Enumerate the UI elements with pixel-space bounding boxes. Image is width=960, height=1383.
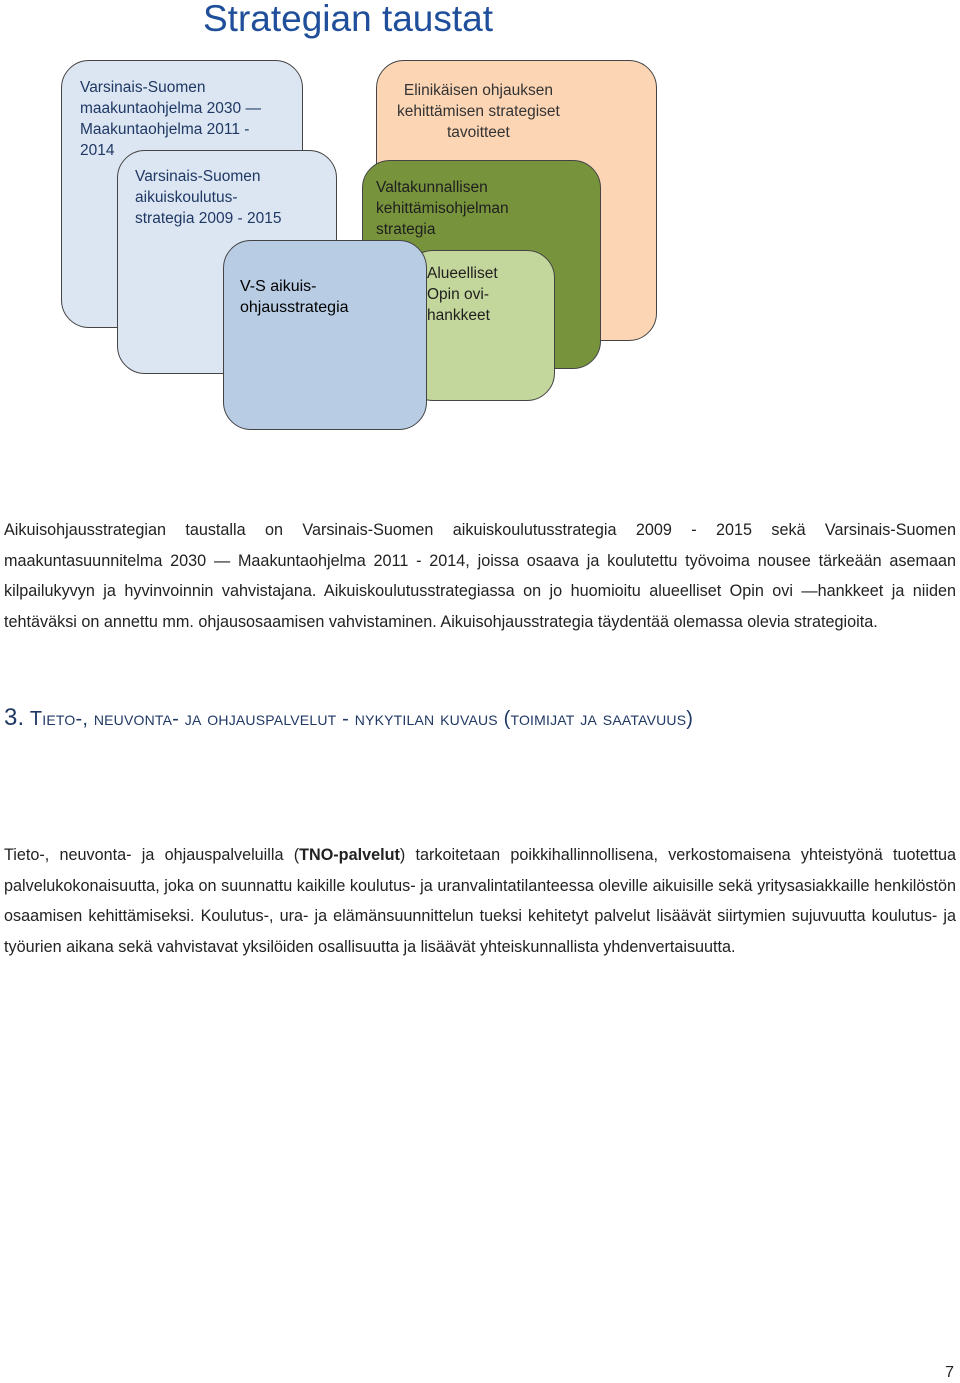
box-aikuisohjausstrategia	[223, 240, 427, 430]
section-number: 3.	[4, 704, 25, 731]
paragraph-tno-bold: TNO-palvelut	[299, 846, 400, 864]
label-aikuiskoulutusstrategia: Varsinais-Suomen aikuiskoulutus- strategia 2009 - 2015	[135, 168, 282, 227]
paragraph-tno-end: ) tarkoitetaan poikkihallinnollisena, verkostomaisena yhteistyönä tuotettua palvelukokonaisuutta, joka on suunnattu kaikille koulutus- ja uranvalintatilanteessa oleville aikuisille sekä yritysasiakkaille henkilöstön osaamisen kehittämiseksi. Koulutus-, ura- ja elämänsuunnittelun tueksi kehitetyt palvelut lisäävät siirtymien sujuvuutta koulutus- ja työurien aikana sekä vahvistavat yksilöiden osallisuutta ja lisäävät yhteiskunnallista yhdenvertaisuutta.	[4, 846, 957, 956]
paragraph-tno-services	[4, 840, 956, 962]
section-title: Tieto-, neuvonta- ja ohjauspalvelut - nykytilan kuvaus (toimijat ja saatavuus)	[29, 708, 694, 730]
label-elinikainen-ohjaus: Elinikäisen ohjauksen kehittämisen strategiset tavoitteet	[397, 82, 560, 141]
label-aikuisohjausstrategia: V-S aikuis- ohjausstrategia	[240, 278, 349, 316]
page-number: 7	[945, 1364, 954, 1381]
slide-title: Strategian taustat	[203, 0, 494, 39]
label-maakuntaohjelma: Varsinais-Suomen maakuntaohjelma 2030 — Maakuntaohjelma 2011 - 2014	[80, 79, 261, 159]
section-heading	[4, 700, 954, 737]
label-alueelliset-hankkeet: Alueelliset Opin ovi- hankkeet	[427, 265, 498, 324]
label-valtakunnallinen-strategia: Valtakunnallisen kehittämisohjelman strategia	[376, 179, 509, 238]
paragraph-tno-start: Tieto-, neuvonta- ja ohjauspalveluilla (	[4, 846, 300, 864]
paragraph-background: Aikuisohjausstrategian taustalla on Varsinais-Suomen aikuiskoulutusstrategia 2009 - 2015 sekä Varsinais-Suomen maakuntasuunnitelma 2030 — Maakuntaohjelma 2011 - 2014, joissa osaava ja koulutettu työvoima nousee tärkeään asemaan kilpailukyvyn ja hyvinvoinnin vahvistajana. Aikuiskoulutusstrategiassa on jo huomioitu alueelliset Opin ovi —hankkeet ja niiden tehtäväksi on annettu mm. ohjausosaamisen vahvistaminen. Aikuisohjausstrategia täydentää olemassa olevia strategioita.	[4, 521, 956, 631]
